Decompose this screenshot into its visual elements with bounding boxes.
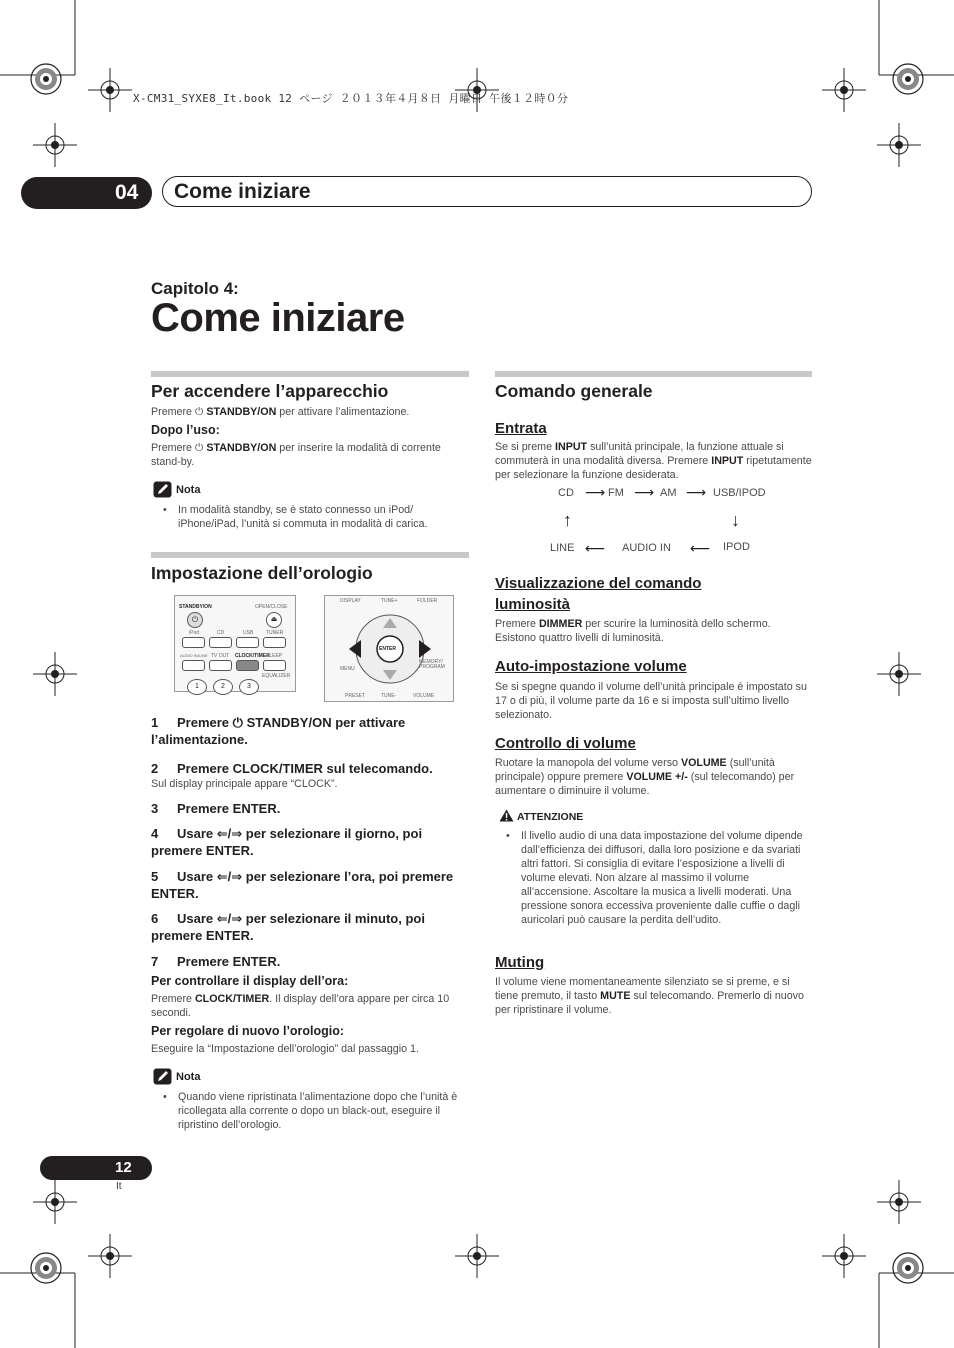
note-label: Nota: [176, 484, 201, 496]
number-button-2: 2: [213, 679, 233, 695]
chapter-bar-title: Come iniziare: [174, 180, 311, 203]
reset-clock-heading: Per regolare di nuovo l’orologio:: [151, 1024, 345, 1038]
step-1: 1 Premere ⏻ STANDBY/ON per attivare l’alimentazione.: [151, 715, 406, 747]
remote-illustration-buttons: [174, 595, 296, 692]
muting-heading: Muting: [495, 954, 545, 971]
number-button-3: 3: [239, 679, 259, 695]
open-close-label: OPEN/CLOSE: [255, 604, 288, 610]
flow-cd: CD: [558, 487, 574, 499]
tv-out-button: [209, 660, 232, 671]
arrow-right-icon: ⟶: [634, 484, 655, 500]
arrow-down-icon: ↓: [731, 510, 740, 530]
auto-volume-heading: Auto-impostazione volume: [495, 658, 687, 675]
volume-control-heading: Controllo di volume: [495, 735, 636, 752]
power-icon: ⏻: [232, 715, 243, 730]
audio-in-button: [182, 660, 205, 671]
caution-bullet: • Il livello audio di una data impostazione del volume dipende dall’efficienza dei diffusori, dalla loro posizione e da svariati altri fattori. Si consiglia di evitare l’esposizione a livelli di volume elevati. Non alzare al massimo il volume all’accensione. Ascoltare la musica a livelli moderati. Una pressione sonora eccessiva proveniente dalle cuffie o dagli auricolari può causare la perdita dell’udito.: [506, 830, 803, 926]
flow-audio-in: AUDIO IN: [622, 542, 671, 554]
power-on-text: Premere ⏻ STANDBY/ON per attivare l’alimentazione.: [151, 406, 410, 418]
note-bullet: • Quando viene ripristinata l’alimentazione dopo che l’unità è ricollegata alla corrente o dopo un black-out, eseguire il ripristino dell’orologio.: [163, 1091, 458, 1131]
standby-label: STANDBY/ON: [179, 604, 212, 610]
note-label: Nota: [176, 1071, 201, 1083]
memory-label: MEMORY/ PROGRAM: [419, 659, 445, 670]
arrow-right-icon: ⟶: [686, 484, 707, 500]
tune-down-label: TUNE-: [381, 693, 397, 699]
power-button: ⏻: [187, 612, 203, 628]
step-2-note: Sul display principale appare “CLOCK”.: [151, 778, 338, 790]
sleep-button: [263, 660, 286, 671]
power-icon: ⏻: [194, 406, 204, 418]
section-bar: [495, 371, 812, 377]
flow-fm: FM: [608, 487, 624, 499]
input-text: Se si preme INPUT sull’unità principale, la funzione attuale si commuterà in una modalità diversa. Premere INPUT ripetutamente per selezionare la funzione desiderata.: [495, 441, 812, 481]
power-icon: ⏻: [194, 442, 204, 454]
ipod-label: iPod: [189, 630, 200, 636]
step-4: 4 Usare ⇐/⇒ per selezionare il giorno, poi premere ENTER.: [151, 826, 423, 858]
tv-out-label: TV OUT: [211, 653, 230, 659]
dimmer-heading-line1: Visualizzazione del comando: [495, 575, 702, 592]
volume-label: VOLUME: [413, 693, 435, 699]
remote-illustration-nav: [324, 595, 454, 702]
section-bar: [151, 552, 469, 558]
arrow-right-icon: ⟶: [585, 484, 606, 500]
left-right-arrows-icon: ⇐/⇒: [216, 826, 243, 841]
usb-label: USB: [243, 630, 254, 636]
caution-label: ATTENZIONE: [517, 811, 584, 823]
standby-text: Premere ⏻ STANDBY/ON per inserire la modalità di corrente stand-by.: [151, 442, 441, 468]
auto-volume-text: Se si spegne quando il volume dell’unità principale è impostato su 17 o di più, il volume parte da 16 e si imposta sull’ultimo livello selezionato.: [495, 681, 807, 721]
usb-button: [236, 637, 259, 648]
tune-up-label: TUNE+: [381, 598, 398, 604]
enter-label: ENTER: [379, 646, 396, 652]
clock-timer-button: [236, 660, 259, 671]
note-bullet: • In modalità standby, se è stato connesso un iPod/ iPhone/iPad, l’unità si commuta in modalità di carica.: [163, 504, 428, 530]
chapter-number: 04: [115, 181, 139, 204]
sleep-label: SLEEP: [266, 653, 283, 659]
eject-button: ⏏: [266, 612, 282, 628]
step-6: 6 Usare ⇐/⇒ per selezionare il minuto, poi premere ENTER.: [151, 911, 425, 943]
cd-button: [209, 637, 232, 648]
ipod-button: [182, 637, 205, 648]
cd-label: CD: [217, 630, 225, 636]
muting-text: Il volume viene momentaneamente silenziato se si preme, e si tiene premuto, il tasto MUTE sul telecomando. Premerlo di nuovo per ripristinare il volume.: [495, 976, 804, 1016]
reset-clock-text: Eseguire la “Impostazione dell’orologio” dal passaggio 1.: [151, 1043, 419, 1055]
print-header: X-CM31_SYXE8_It.book 12 ページ ２０１３年４月８日 月曜日 午後１２時０分: [133, 92, 569, 105]
folder-label: FOLDER: [417, 598, 438, 604]
note-icon: [153, 1068, 172, 1085]
preset-label: PRESET: [345, 693, 366, 699]
number-button-1: 1: [187, 679, 207, 695]
flow-line: LINE: [550, 542, 575, 554]
note-icon: [153, 481, 172, 498]
check-time-text: Premere CLOCK/TIMER. Il display dell’ora appare per circa 10 secondi.: [151, 993, 450, 1019]
chapter-label: Capitolo 4:: [151, 279, 239, 298]
section-title-power: Per accendere l’apparecchio: [151, 381, 389, 401]
arrow-left-icon: ⟵: [690, 540, 711, 556]
page-title: Come iniziare: [151, 296, 405, 340]
warning-icon: [499, 809, 514, 822]
arrow-left-icon: ⟵: [585, 540, 606, 556]
dimmer-heading-line2: luminosità: [495, 596, 571, 613]
step-7: 7 Premere ENTER.: [151, 954, 281, 969]
step-3: 3 Premere ENTER.: [151, 801, 281, 816]
section-bar: [151, 371, 469, 377]
page-number-pill: [40, 1156, 152, 1180]
after-use-heading: Dopo l’uso:: [151, 423, 220, 437]
display-label: DISPLAY: [340, 598, 361, 604]
volume-control-text: Ruotare la manopola del volume verso VOLUME (sull’unità principale) oppure premere VOLUME +/- (sul telecomando) per aumentare o diminuire il volume.: [495, 757, 795, 797]
tuner-label: TUNER: [266, 630, 284, 636]
section-title-clock: Impostazione dell’orologio: [151, 563, 373, 583]
clock-timer-label: CLOCK/TIMER: [235, 653, 270, 659]
tuner-button: [263, 637, 286, 648]
audio-in-label: AUDIO IN/LINE: [180, 653, 208, 658]
step-2: 2 Premere CLOCK/TIMER sul telecomando.: [151, 761, 433, 776]
input-heading: Entrata: [495, 420, 547, 437]
left-right-arrows-icon: ⇐/⇒: [216, 869, 243, 884]
left-right-arrows-icon: ⇐/⇒: [216, 911, 243, 926]
check-time-heading: Per controllare il display dell’ora:: [151, 974, 349, 988]
flow-am: AM: [660, 487, 677, 499]
page-language: It: [116, 1181, 122, 1192]
section-title-general: Comando generale: [495, 381, 653, 401]
flow-ipod: IPOD: [723, 541, 750, 553]
page-number: 12: [115, 1159, 132, 1176]
step-5: 5 Usare ⇐/⇒ per selezionare l’ora, poi premere ENTER.: [151, 869, 454, 901]
equalizer-label: EQUALIZER: [262, 673, 291, 679]
dimmer-text: Premere DIMMER per scurire la luminosità dello schermo. Esistono quattro livelli di luminosità.: [495, 618, 771, 644]
menu-label: MENU: [340, 666, 355, 672]
flow-usb-ipod: USB/IPOD: [713, 487, 766, 499]
arrow-up-icon: ↑: [563, 510, 572, 530]
